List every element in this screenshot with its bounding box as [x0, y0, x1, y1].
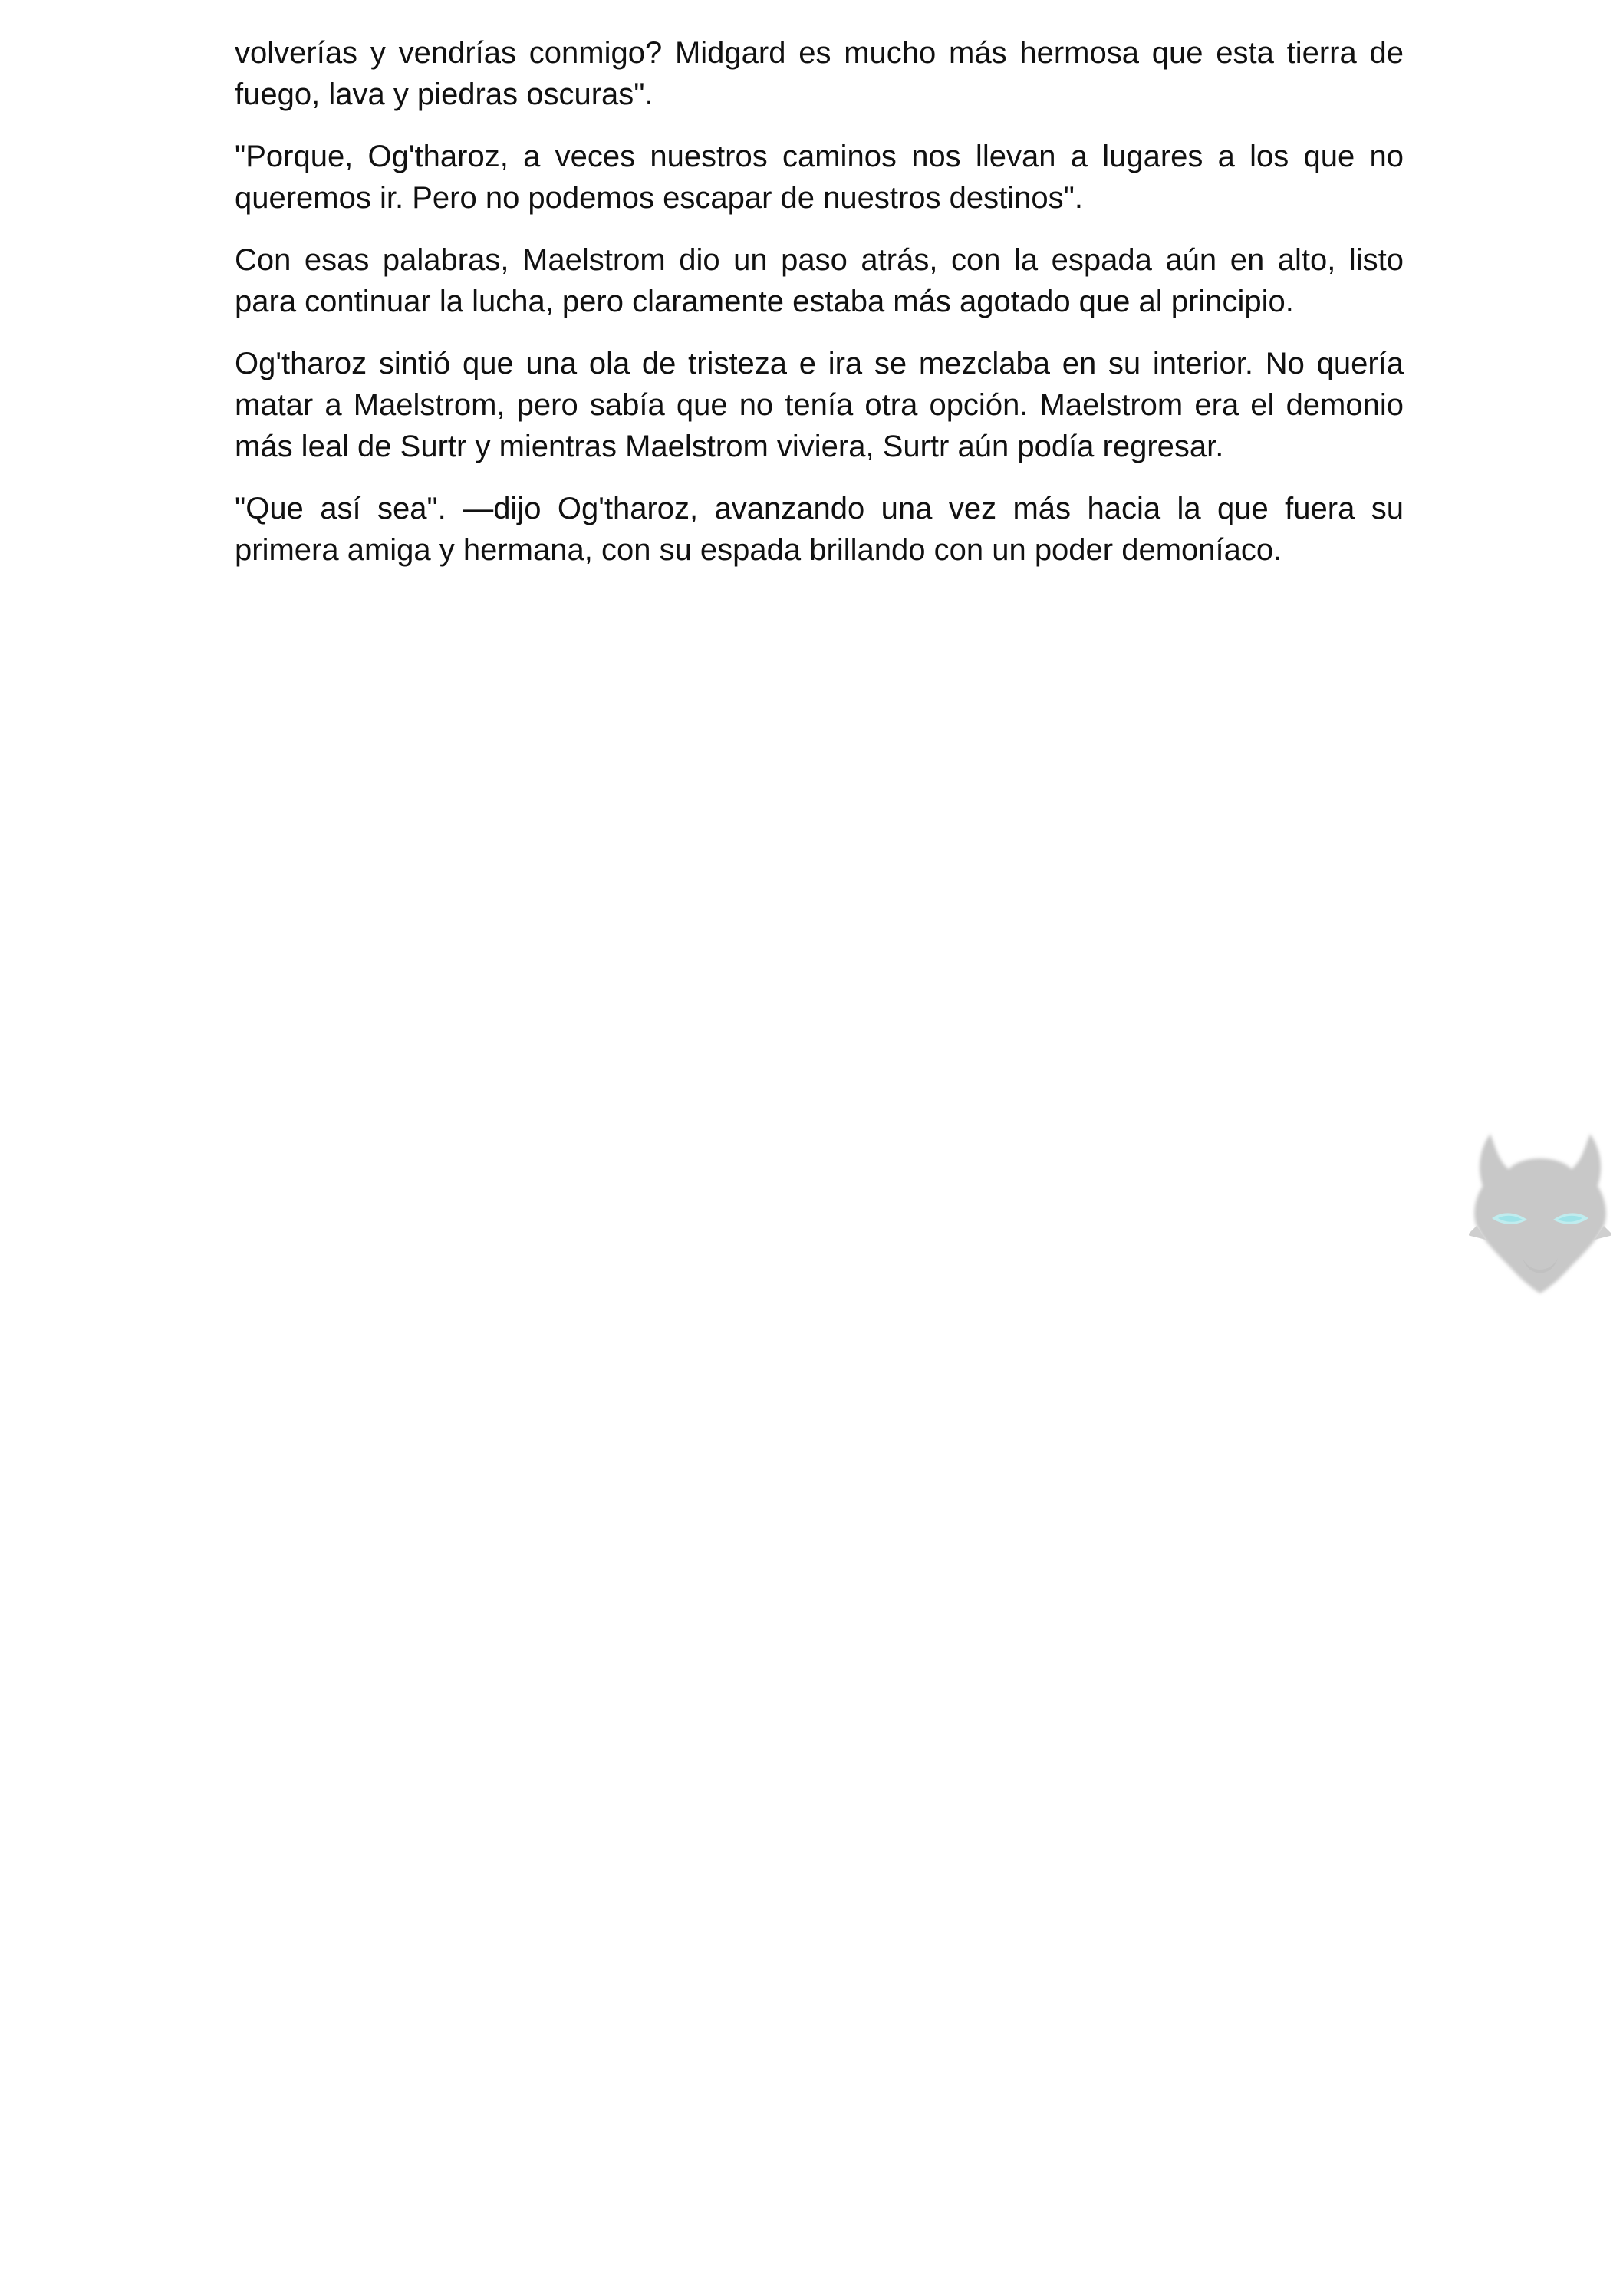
paragraph-5: "Que así sea". —dijo Og'tharoz, avanzando una vez más hacia la que fuera su primera amiga y hermana, con su espada brillando con un poder demoníaco. [235, 492, 1404, 567]
paragraph-1: volverías y vendrías conmigo? Midgard es mucho más hermosa que esta tierra de fuego, lava y piedras oscuras". [235, 36, 1404, 111]
paragraph-2: "Porque, Og'tharoz, a veces nuestros caminos nos llevan a lugares a los que no queremos ir. Pero no podemos escapar de nuestros destinos". [235, 140, 1404, 215]
demon-head-icon [1469, 1128, 1611, 1301]
paragraph-4: Og'tharoz sintió que una ola de tristeza e ira se mezclaba en su interior. No quería matar a Maelstrom, pero sabía que no tenía otra opción. Maelstrom era el demonio más leal de Surtr y mientras Maelstrom viviera, Surtr aún podía regresar. [235, 347, 1404, 463]
text-body [235, 32, 1404, 591]
paragraph-3: Con esas palabras, Maelstrom dio un paso atrás, con la espada aún en alto, listo para continuar la lucha, pero claramente estaba más agotado que al principio. [235, 243, 1404, 318]
